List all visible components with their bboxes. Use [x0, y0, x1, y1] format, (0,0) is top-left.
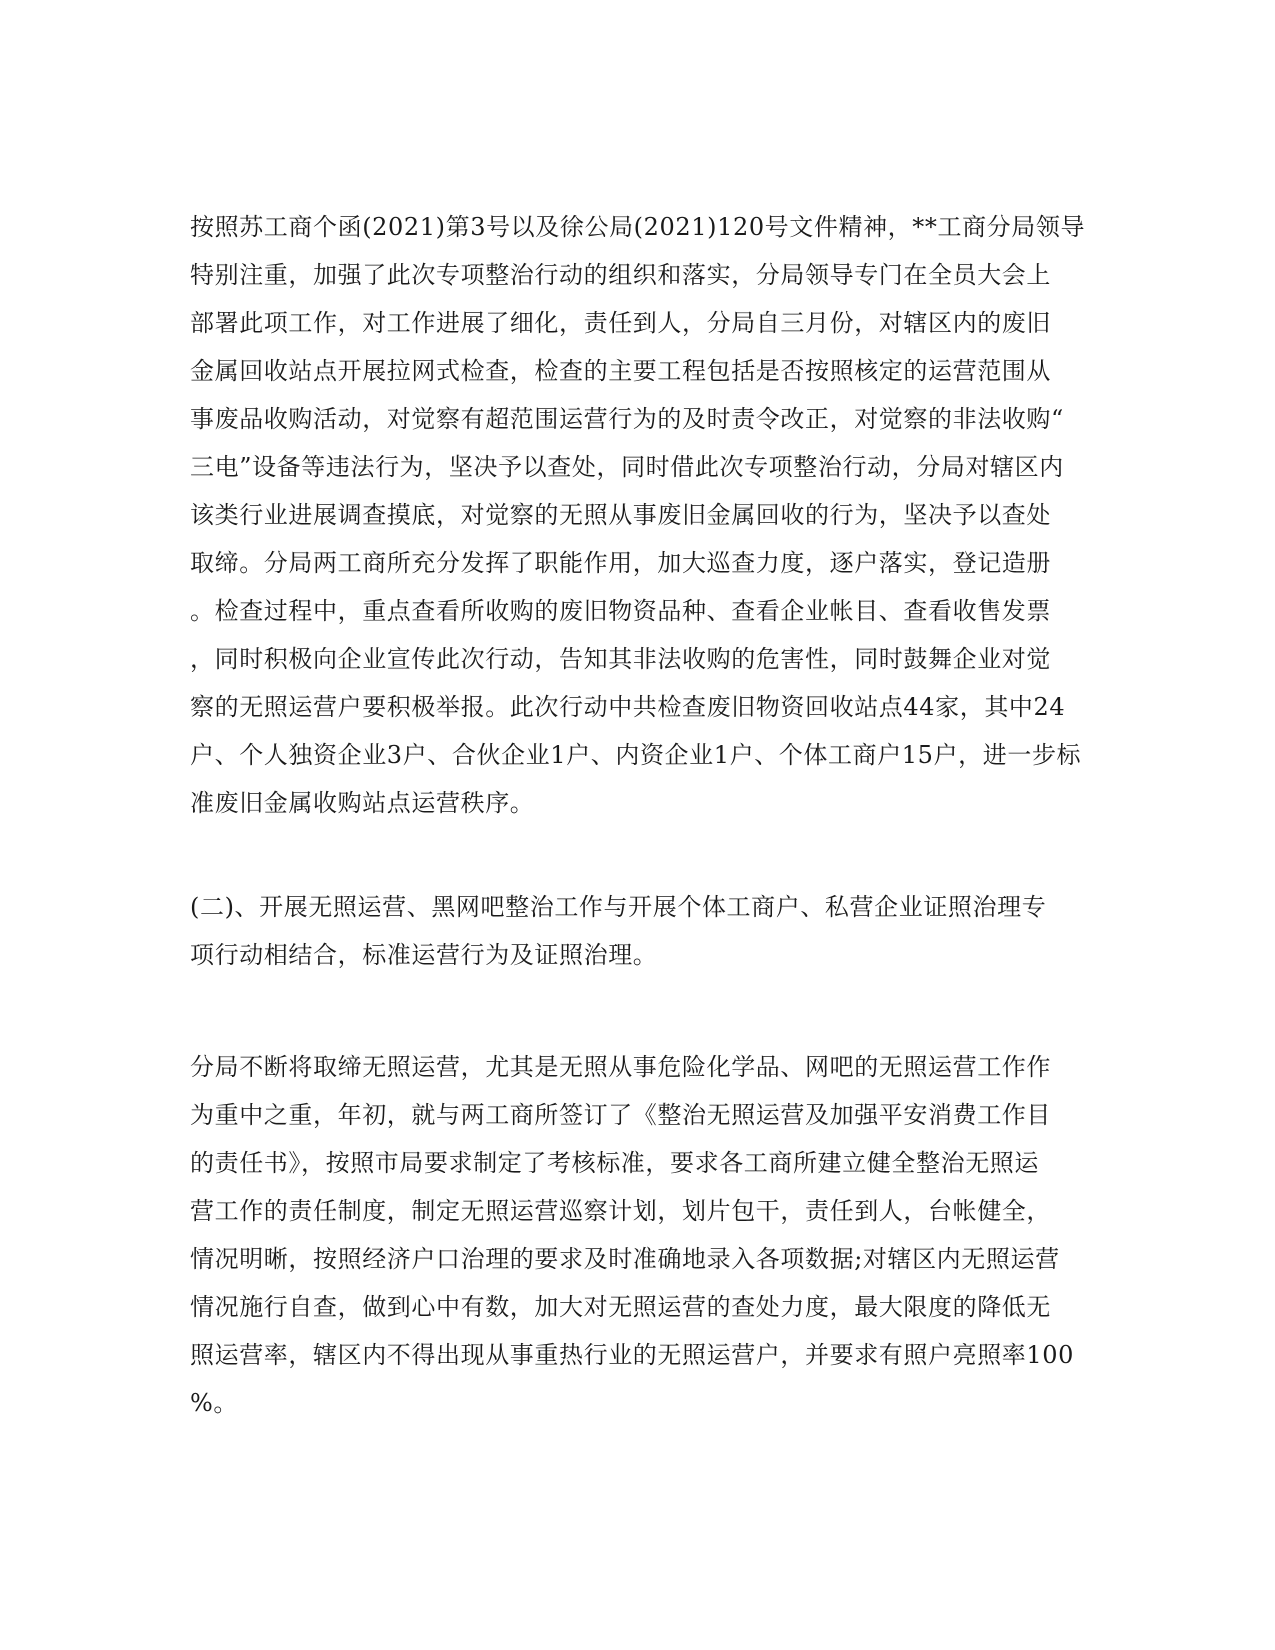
paragraph-line: 分局不断将取缔无照运营，尤其是无照从事危险化学品、网吧的无照运营工作作 [190, 1053, 1051, 1081]
paragraph-line: 金属回收站点开展拉网式检查，检查的主要工程包括是否按照核定的运营范围从 [190, 357, 1051, 385]
paragraph-line: 为重中之重，年初，就与两工商所签订了《整治无照运营及加强平安消费工作目 [190, 1101, 1051, 1129]
paragraph-line: 照运营率，辖区内不得出现从事重热行业的无照运营户，并要求有照户亮照率100 [190, 1341, 1075, 1369]
paragraph-line: 事废品收购活动，对觉察有超范围运营行为的及时责令改正，对觉察的非法收购“ [190, 405, 1064, 433]
paragraph-line: ，同时积极向企业宣传此次行动，告知其非法收购的危害性，同时鼓舞企业对觉 [190, 645, 1051, 673]
paragraph-line: 。检查过程中，重点查看所收购的废旧物资品种、查看企业帐目、查看收售发票 [190, 597, 1051, 625]
paragraph-line: 取缔。分局两工商所充分发挥了职能作用，加大巡查力度，逐户落实，登记造册 [190, 549, 1051, 577]
paragraph-scrap-metal-inspection [190, 203, 1086, 827]
paragraph-line: 的责任书》，按照市局要求制定了考核标准，要求各工商所建立健全整治无照运 [190, 1149, 1039, 1177]
paragraph-unlicensed-operation [190, 1043, 1080, 1427]
paragraph-line: %。 [190, 1389, 239, 1417]
paragraph-line: 准废旧金属收购站点运营秩序。 [190, 789, 535, 817]
section-heading-2 [190, 883, 1080, 979]
paragraph-line: 察的无照运营户要积极举报。此次行动中共检查废旧物资回收站点44家，其中24 [190, 693, 1066, 721]
paragraph-line: 三电”设备等违法行为，坚决予以查处，同时借此次专项整治行动，分局对辖区内 [190, 453, 1064, 481]
paragraph-line: 情况施行自查，做到心中有数，加大对无照运营的查处力度，最大限度的降低无 [190, 1293, 1051, 1321]
paragraph-line: 按照苏工商个函(2021)第3号以及徐公局(2021)120号文件精神，**工商分局领导 [190, 213, 1086, 241]
paragraph-line: 营工作的责任制度，制定无照运营巡察计划，划片包干，责任到人，台帐健全， [190, 1197, 1051, 1225]
heading-line: (二)、开展无照运营、黑网吧整治工作与开展个体工商户、私营企业证照治理专 [190, 893, 1047, 921]
paragraph-line: 部署此项工作，对工作进展了细化，责任到人，分局自三月份，对辖区内的废旧 [190, 309, 1051, 337]
paragraph-line: 该类行业进展调查摸底，对觉察的无照从事废旧金属回收的行为，坚决予以查处 [190, 501, 1051, 529]
heading-line: 项行动相结合，标准运营行为及证照治理。 [190, 941, 658, 969]
paragraph-line: 特别注重，加强了此次专项整治行动的组织和落实，分局领导专门在全员大会上 [190, 261, 1051, 289]
paragraph-line: 情况明晰，按照经济户口治理的要求及时准确地录入各项数据;对辖区内无照运营 [190, 1245, 1060, 1273]
paragraph-line: 户、个人独资企业3户、合伙企业1户、内资企业1户、个体工商户15户，进一步标 [190, 741, 1082, 769]
